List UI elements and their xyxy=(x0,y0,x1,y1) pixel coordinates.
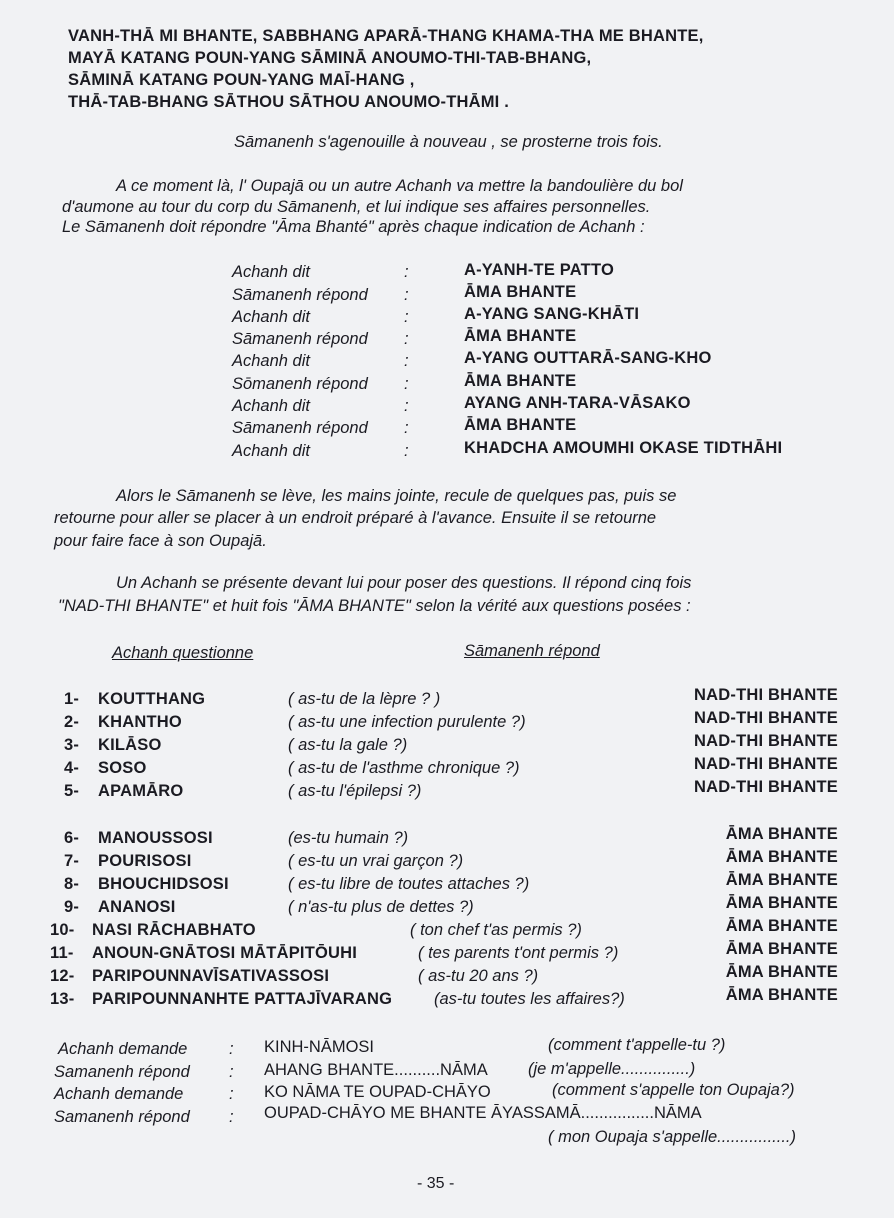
question-answer: ĀMA BHANTE xyxy=(725,917,838,935)
dialog-text: ĀMA BHANTE xyxy=(464,283,577,301)
naming-speaker: Achanh demande xyxy=(58,1040,188,1058)
question-term: PARIPOUNNAVĪSATIVASSOSI xyxy=(92,967,330,985)
question-answer: NAD-THI BHANTE xyxy=(694,686,838,704)
question-term: POURISOSI xyxy=(98,852,192,870)
naming-fr: (comment s'appelle ton Oupaja?) xyxy=(552,1081,795,1099)
question-num: 7- xyxy=(64,852,80,870)
question-term: ANANOSI xyxy=(98,898,176,916)
question-text: ( es-tu un vrai garçon ?) xyxy=(288,852,464,870)
dialog-text: A-YANH-TE PATTO xyxy=(464,261,614,279)
dialog-speaker: Achanh dit xyxy=(232,263,310,281)
naming-pali: OUPAD-CHĀYO ME BHANTE ĀYASSAMĀ................NĀMA xyxy=(264,1104,702,1122)
naming-speaker: Achanh demande xyxy=(54,1085,184,1103)
naming-speaker: Samanenh répond xyxy=(54,1063,190,1081)
naming-sep: : xyxy=(229,1108,234,1126)
dialog-sep: : xyxy=(404,308,409,326)
dialog-sep: : xyxy=(404,263,409,281)
paragraph-line: Alors le Sāmanenh se lève, les mains jointe, recule de quelques pas, puis se xyxy=(116,487,677,505)
question-num: 5- xyxy=(64,782,80,800)
paragraph-line: d'aumone au tour du corp du Sāmanenh, et lui indique ses affaires personnelles. xyxy=(62,198,651,216)
question-num: 2- xyxy=(64,713,80,731)
intro-line: VANH-THĀ MI BHANTE, SABBHANG APARĀ-THANG KHAMA-THA ME BHANTE, xyxy=(68,27,704,45)
question-term: APAMĀRO xyxy=(98,782,184,800)
question-answer: ĀMA BHANTE xyxy=(725,963,838,981)
question-answer: NAD-THI BHANTE xyxy=(694,778,838,796)
dialog-text: ĀMA BHANTE xyxy=(464,327,577,345)
dialog-speaker: Achanh dit xyxy=(232,352,310,370)
question-text: ( ton chef t'as permis ?) xyxy=(410,921,582,939)
naming-sep: : xyxy=(229,1085,234,1103)
dialog-sep: : xyxy=(404,442,409,460)
question-num: 10- xyxy=(50,921,75,939)
question-text: ( n'as-tu plus de dettes ?) xyxy=(288,898,474,916)
question-answer: ĀMA BHANTE xyxy=(725,848,838,866)
question-text: ( as-tu l'épilepsi ?) xyxy=(288,782,422,800)
naming-pali: KO NĀMA TE OUPAD-CHĀYO xyxy=(264,1083,491,1101)
question-text: ( as-tu une infection purulente ?) xyxy=(288,713,526,731)
question-num: 13- xyxy=(50,990,75,1008)
question-answer: NAD-THI BHANTE xyxy=(694,755,838,773)
dialog-text: A-YANG SANG-KHĀTI xyxy=(464,305,640,323)
intro-line: THĀ-TAB-BHANG SĀTHOU SĀTHOU ANOUMO-THĀMI . xyxy=(68,93,510,111)
naming-sep: : xyxy=(229,1063,234,1081)
question-answer: ĀMA BHANTE xyxy=(725,894,838,912)
paragraph-line: retourne pour aller se placer à un endroit préparé à l'avance. Ensuite il se retourne xyxy=(54,509,657,527)
naming-pali: AHANG BHANTE..........NĀMA xyxy=(264,1061,488,1079)
question-text: ( as-tu 20 ans ?) xyxy=(418,967,539,985)
dialog-speaker: Sāmanenh répond xyxy=(232,419,368,437)
question-num: 8- xyxy=(64,875,80,893)
dialog-speaker: Achanh dit xyxy=(232,397,310,415)
dialog-sep: : xyxy=(404,419,409,437)
question-term: NASI RĀCHABHATO xyxy=(92,921,256,939)
paragraph-line: Un Achanh se présente devant lui pour poser des questions. Il répond cinq fois xyxy=(116,574,692,592)
question-term: KHANTHO xyxy=(98,713,182,731)
dialog-text: A-YANG OUTTARĀ-SANG-KHO xyxy=(464,349,712,367)
question-text: ( as-tu la gale ?) xyxy=(288,736,408,754)
column-header-right: Sāmanenh répond xyxy=(464,642,600,660)
question-num: 3- xyxy=(64,736,80,754)
question-answer: ĀMA BHANTE xyxy=(725,871,838,889)
intro-line: MAYĀ KATANG POUN-YANG SĀMINĀ ANOUMO-THI-TAB-BHANG, xyxy=(68,49,592,67)
prostration-note: Sāmanenh s'agenouille à nouveau , se prosterne trois fois. xyxy=(234,133,663,151)
question-term: KILĀSO xyxy=(98,736,162,754)
question-term: KOUTTHANG xyxy=(98,690,206,708)
question-term: ANOUN-GNĀTOSI MĀTĀPITŌUHI xyxy=(92,944,358,962)
dialog-sep: : xyxy=(404,286,409,304)
dialog-speaker: Achanh dit xyxy=(232,308,310,326)
question-text: ( as-tu de l'asthme chronique ?) xyxy=(288,759,520,777)
question-text: ( es-tu libre de toutes attaches ?) xyxy=(288,875,530,893)
dialog-speaker: Sōmanenh répond xyxy=(232,375,368,393)
paragraph-line: pour faire face à son Oupajā. xyxy=(54,532,267,550)
dialog-speaker: Sāmanenh répond xyxy=(232,286,368,304)
naming-fr: (je m'appelle...............) xyxy=(528,1060,696,1078)
dialog-sep: : xyxy=(404,330,409,348)
intro-line: SĀMINĀ KATANG POUN-YANG MAĪ-HANG , xyxy=(68,71,415,89)
dialog-text: ĀMA BHANTE xyxy=(464,372,577,390)
naming-last-fr: ( mon Oupaja s'appelle................) xyxy=(548,1128,797,1146)
question-answer: ĀMA BHANTE xyxy=(725,940,838,958)
dialog-text: ĀMA BHANTE xyxy=(464,416,577,434)
question-answer: ĀMA BHANTE xyxy=(725,825,838,843)
question-text: ( tes parents t'ont permis ?) xyxy=(418,944,619,962)
dialog-sep: : xyxy=(404,375,409,393)
naming-fr: (comment t'appelle-tu ?) xyxy=(548,1036,726,1054)
question-term: SOSO xyxy=(98,759,147,777)
column-header-left: Achanh questionne xyxy=(112,644,254,662)
page-number: - 35 - xyxy=(417,1175,455,1192)
question-num: 9- xyxy=(64,898,80,916)
question-term: MANOUSSOSI xyxy=(98,829,213,847)
dialog-text: AYANG ANH-TARA-VĀSAKO xyxy=(464,394,691,412)
question-num: 11- xyxy=(50,944,74,962)
naming-speaker: Samanenh répond xyxy=(54,1108,190,1126)
question-answer: NAD-THI BHANTE xyxy=(694,732,838,750)
question-num: 6- xyxy=(64,829,80,847)
paragraph-line: Le Sāmanenh doit répondre "Āma Bhanté" après chaque indication de Achanh : xyxy=(62,218,645,236)
question-text: ( as-tu de la lèpre ? ) xyxy=(288,690,441,708)
question-answer: ĀMA BHANTE xyxy=(725,986,838,1004)
question-term: BHOUCHIDSOSI xyxy=(98,875,229,893)
question-answer: NAD-THI BHANTE xyxy=(694,709,838,727)
question-text: (es-tu humain ?) xyxy=(288,829,409,847)
question-num: 12- xyxy=(50,967,75,985)
question-num: 4- xyxy=(64,759,80,777)
dialog-speaker: Sāmanenh répond xyxy=(232,330,368,348)
dialog-text: KHADCHA AMOUMHI OKASE TIDTHĀHI xyxy=(464,439,783,457)
paragraph-line: "NAD-THI BHANTE" et huit fois "ĀMA BHANTE" selon la vérité aux questions posées : xyxy=(58,597,691,615)
paragraph-line: A ce moment là, l' Oupajā ou un autre Achanh va mettre la bandoulière du bol xyxy=(116,177,683,195)
naming-sep: : xyxy=(229,1040,234,1058)
question-num: 1- xyxy=(64,690,80,708)
dialog-speaker: Achanh dit xyxy=(232,442,310,460)
dialog-sep: : xyxy=(404,352,409,370)
naming-pali: KINH-NĀMOSI xyxy=(264,1038,375,1056)
question-text: (as-tu toutes les affaires?) xyxy=(434,990,625,1008)
dialog-sep: : xyxy=(404,397,409,415)
question-term: PARIPOUNNANHTE PATTAJĪVARANG xyxy=(92,990,393,1008)
